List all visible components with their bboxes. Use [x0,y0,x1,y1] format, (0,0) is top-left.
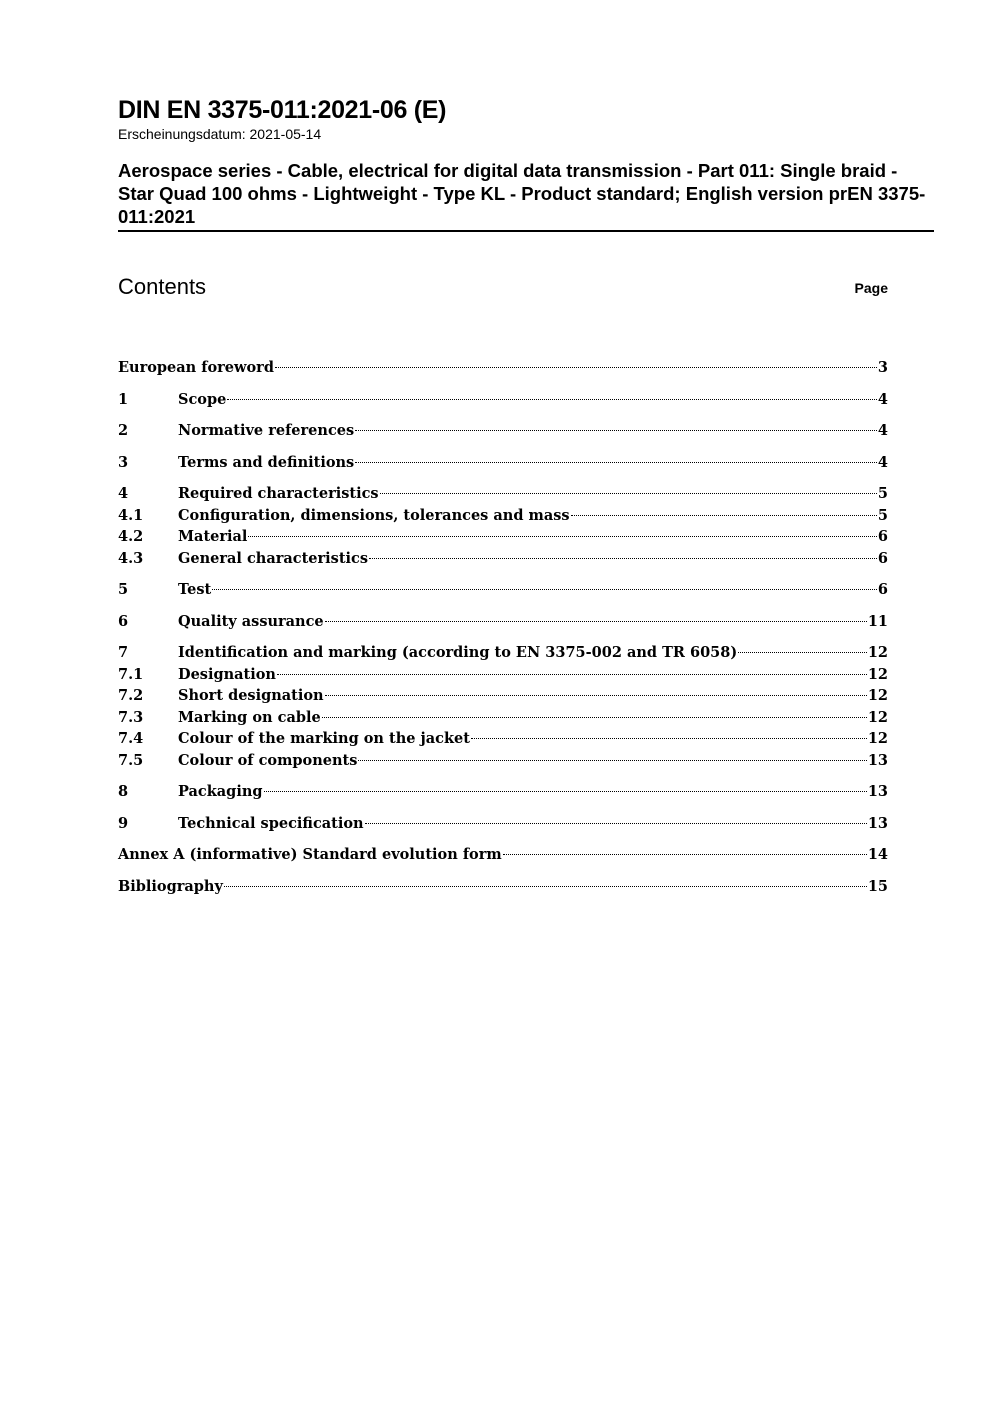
toc-entry-title: Scope [178,391,227,408]
toc-entry[interactable] [118,526,888,548]
toc-dot-leader [277,674,867,675]
toc-entry[interactable] [118,505,888,527]
toc-entry-title: Short designation [178,687,324,704]
toc-dot-leader [322,717,867,718]
toc-entry-number: 9 [118,815,129,832]
toc-entry-page: 6 [877,581,888,598]
toc-entry-title: Bibliography [118,878,223,895]
toc-entry[interactable] [118,611,888,633]
toc-dot-leader [227,399,877,400]
publication-date: Erscheinungsdatum: 2021-05-14 [118,126,322,142]
toc-entry[interactable] [118,844,888,866]
toc-entry-page: 13 [867,783,888,800]
toc-entry-number: 5 [118,581,129,598]
toc-entry-page: 4 [877,454,888,471]
toc-entry[interactable] [118,707,888,729]
toc-entry-page: 15 [867,878,888,895]
toc-entry-number: 4.2 [118,528,144,545]
toc-entry-number: 4.3 [118,550,144,567]
toc-entry-page: 11 [867,613,888,630]
toc-dot-leader [365,823,867,824]
toc-entry-title: Designation [178,666,276,683]
toc-entry[interactable] [118,750,888,772]
toc-entry-number: 4.1 [118,507,144,524]
toc-entry-title: Marking on cable [178,709,321,726]
toc-entry-number: 7 [118,644,129,661]
toc-entry-title: General characteristics [178,550,369,567]
toc-entry-title: Configuration, dimensions, tolerances and mass [178,507,570,524]
toc-dot-leader [325,621,867,622]
toc-entry-number: 7.3 [118,709,144,726]
toc-entry-page: 12 [867,666,888,683]
toc-dot-leader [380,493,877,494]
toc-entry-page: 4 [877,422,888,439]
toc-dot-leader [358,760,866,761]
toc-entry[interactable] [118,685,888,707]
toc-entry[interactable] [118,452,888,474]
toc-dot-leader [738,652,867,653]
toc-entry-page: 5 [877,507,888,524]
toc-entry-page: 12 [867,644,888,661]
toc-entry-title: European foreword [118,359,274,376]
toc-entry-title: Quality assurance [178,613,324,630]
toc-entry-number: 1 [118,391,129,408]
toc-dot-leader [224,886,867,887]
toc-entry-page: 14 [867,846,888,863]
toc-entry-number: 7.2 [118,687,144,704]
toc-entry-title: Identification and marking (according to EN 3375-002 and TR 6058) [178,644,738,661]
toc-entry[interactable] [118,813,888,835]
toc-entry[interactable] [118,357,888,379]
toc-dot-leader [369,558,877,559]
toc-dot-leader [212,589,877,590]
page-column-label: Page [854,280,888,296]
toc-entry-title: Material [178,528,248,545]
contents-heading [118,272,888,302]
toc-entry-title: Packaging [178,783,263,800]
toc-dot-leader [325,695,867,696]
toc-entry[interactable] [118,548,888,570]
toc-entry[interactable] [118,664,888,686]
toc-entry-page: 12 [867,709,888,726]
toc-entry[interactable] [118,389,888,411]
document-title: Aerospace series - Cable, electrical for digital data transmission - Part 011: Single braid - Star Quad 100 ohms - Lightweight - Type KL - Product standard; English version prEN 3375-011:2021 [118,159,934,232]
document-id: DIN EN 3375-011:2021-06 (E) [118,96,447,124]
toc-dot-leader [248,536,876,537]
toc-entry-title: Test [178,581,212,598]
contents-title: Contents [118,274,207,299]
toc-entry-number: 7.4 [118,730,144,747]
toc-entry-page: 13 [867,815,888,832]
toc-entry-page: 12 [867,687,888,704]
toc-dot-leader [264,791,867,792]
toc-dot-leader [355,430,877,431]
toc-entry-title: Annex A (informative) Standard evolution form [118,846,502,863]
toc-entry-title: Technical specification [178,815,364,832]
toc-entry-title: Terms and definitions [178,454,355,471]
toc-entry[interactable] [118,642,888,664]
toc-entry-number: 7.5 [118,752,144,769]
toc-entry-title: Normative references [178,422,355,439]
toc-entry-number: 3 [118,454,129,471]
toc-entry-page: 5 [877,485,888,502]
toc-entry-page: 12 [867,730,888,747]
toc-dot-leader [471,738,867,739]
toc-entry[interactable] [118,781,888,803]
toc-dot-leader [355,462,877,463]
toc-entry-number: 8 [118,783,129,800]
toc-dot-leader [503,854,867,855]
toc-entry-number: 6 [118,613,129,630]
toc-entry-page: 6 [877,528,888,545]
toc-entry-number: 2 [118,422,129,439]
toc-entry-page: 3 [877,359,888,376]
toc-entry-page: 13 [867,752,888,769]
toc-dot-leader [275,367,877,368]
toc-entry[interactable] [118,876,888,898]
toc-dot-leader [571,515,877,516]
toc-entry-page: 6 [877,550,888,567]
toc-entry-title: Colour of components [178,752,358,769]
toc-entry-page: 4 [877,391,888,408]
toc-entry-number: 4 [118,485,129,502]
toc-entry[interactable] [118,420,888,442]
toc-entry-number: 7.1 [118,666,144,683]
toc-entry[interactable] [118,728,888,750]
toc-entry[interactable] [118,483,888,505]
toc-entry-title: Colour of the marking on the jacket [178,730,470,747]
toc-entry[interactable] [118,579,888,601]
toc-entry-title: Required characteristics [178,485,379,502]
document-header [118,96,934,232]
